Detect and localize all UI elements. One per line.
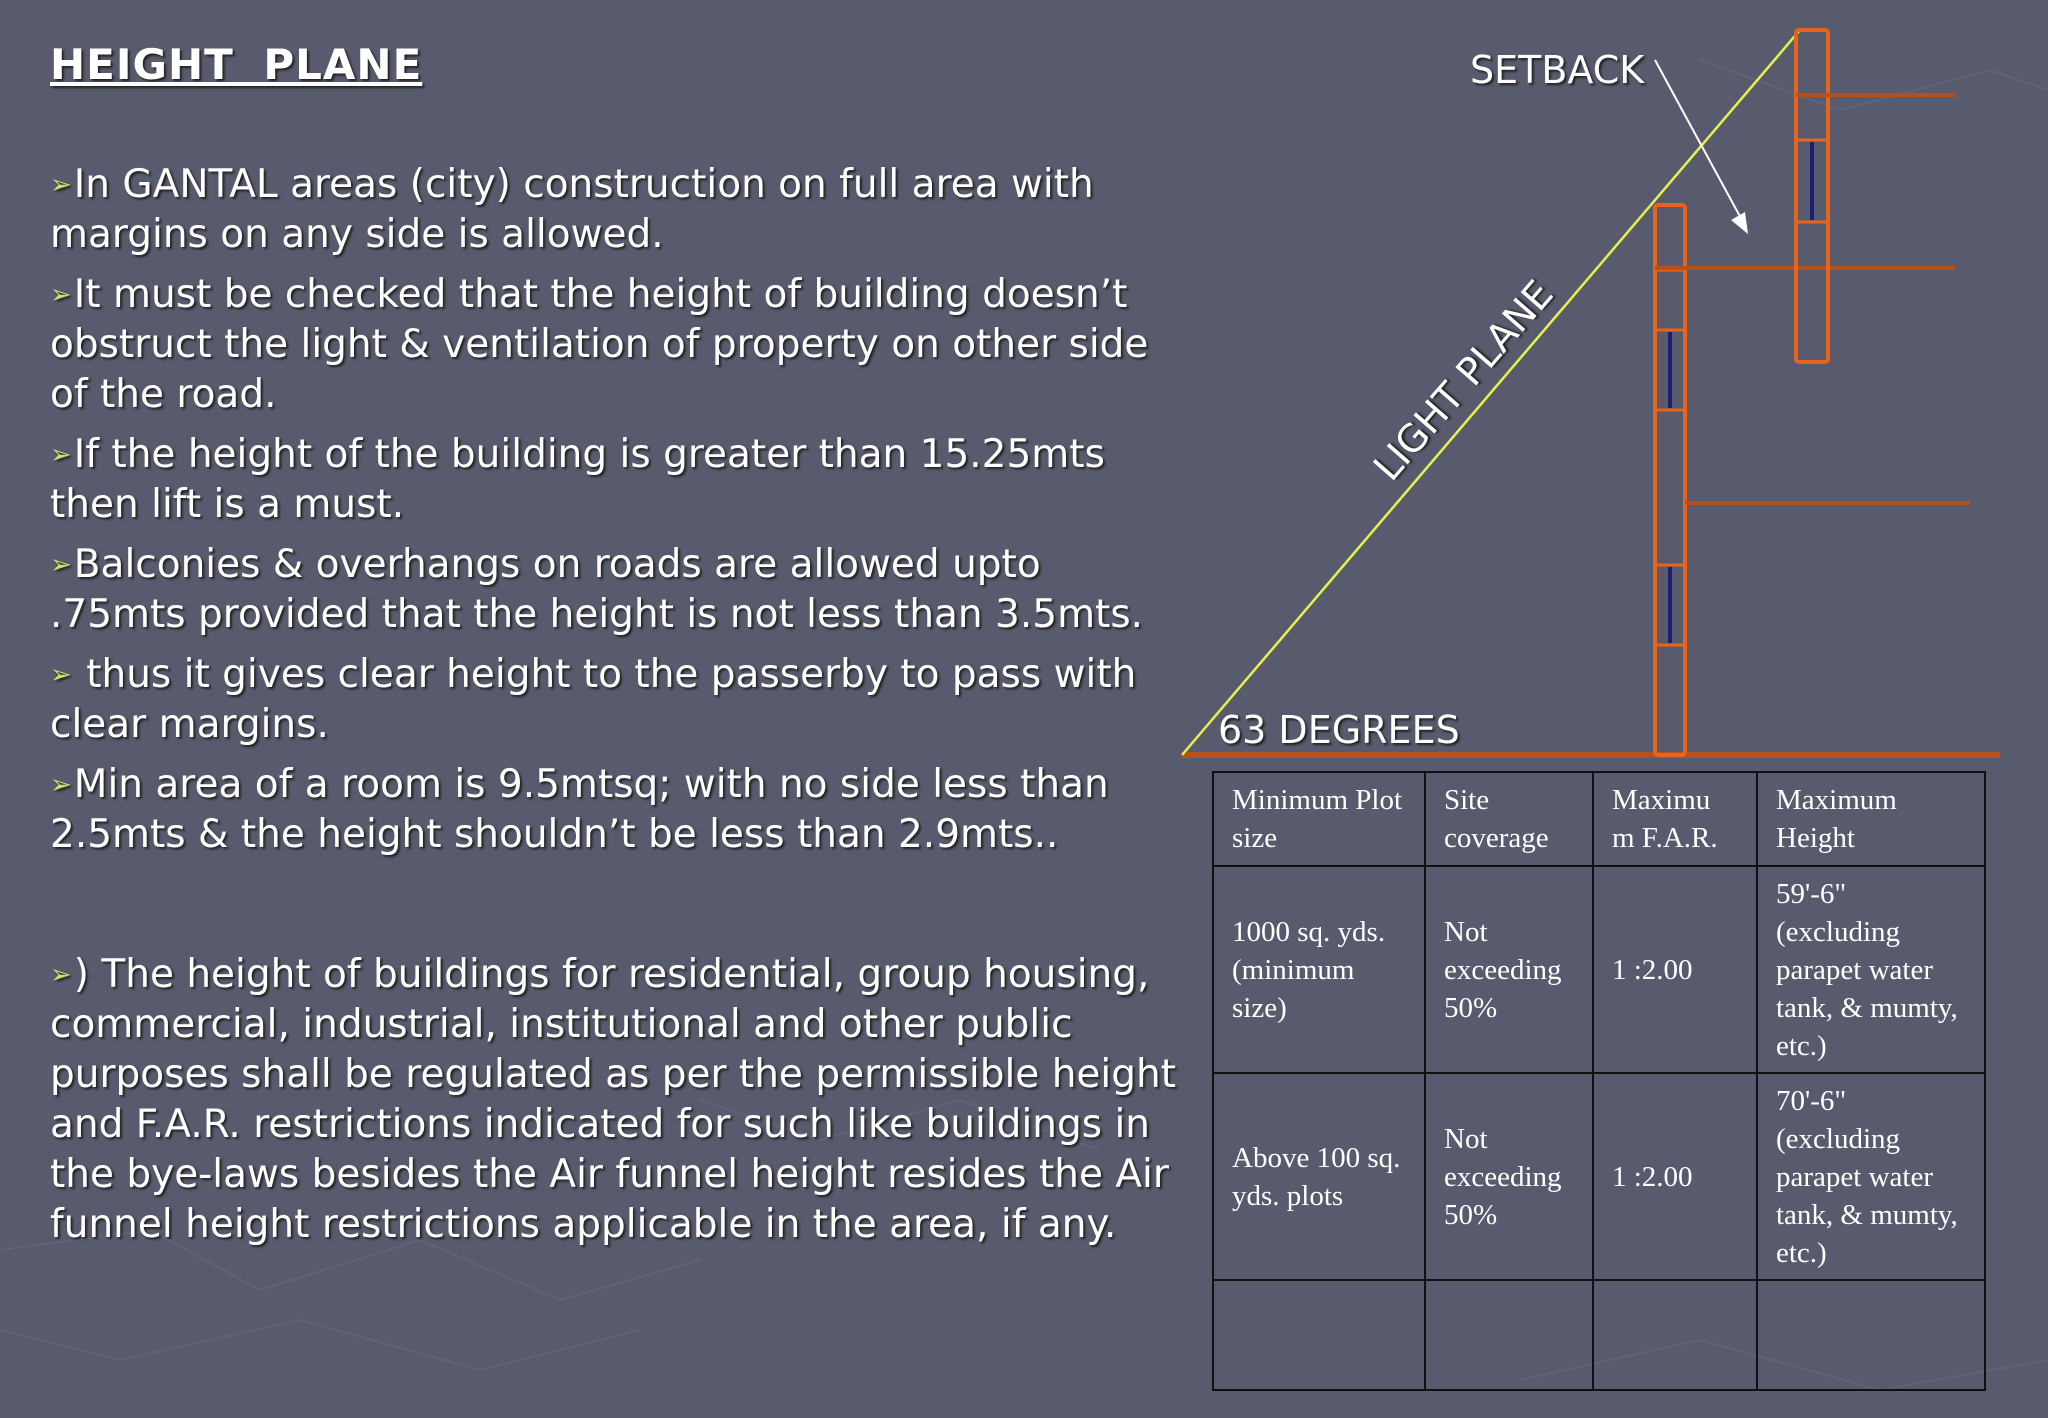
arrow-bullet-icon: ➢ [50, 550, 72, 580]
table-cell [1425, 1280, 1593, 1390]
table-cell: 1 :2.00 [1593, 866, 1757, 1073]
table-row [1213, 1073, 1985, 1280]
table-row [1213, 1280, 1985, 1390]
bullet-item: ➢If the height of the building is greater than 15.25mts then lift is a must. [50, 432, 1105, 527]
table-cell: 59'-6" (excluding parapet water tank, & mumty, etc.) [1757, 866, 1985, 1073]
setback-label: SETBACK [1470, 48, 1645, 92]
arrow-bullet-icon: ➢ [50, 770, 72, 800]
page-title: HEIGHT PLANE [50, 40, 423, 89]
table-row [1213, 866, 1985, 1073]
arrow-bullet-icon: ➢ [50, 960, 72, 990]
table-cell: 1 :2.00 [1593, 1073, 1757, 1280]
bullet-item: ➢It must be checked that the height of building doesn’t obstruct the light & ventilation of property on other side of the road. [50, 272, 1149, 417]
table-cell: 1000 sq. yds. (minimum size) [1213, 866, 1425, 1073]
table-cell: Above 100 sq. yds. plots [1213, 1073, 1425, 1280]
upper-building [1796, 30, 1955, 362]
table-cell: Not exceeding 50% [1425, 1073, 1593, 1280]
bullet-item: ➢In GANTAL areas (city) construction on full area with margins on any side is allowed. [50, 162, 1094, 257]
table-header: Minimum Plot size [1213, 772, 1425, 866]
light-plane-label: LIGHT PLANE [1365, 272, 1562, 489]
table-header: Maximum Height [1757, 772, 1985, 866]
table-cell [1213, 1280, 1425, 1390]
arrow-bullet-icon: ➢ [50, 170, 72, 200]
table-header: Site coverage [1425, 772, 1593, 866]
bullet-item: ➢Balconies & overhangs on roads are allowed upto .75mts provided that the height is not less than 3.5mts. [50, 542, 1144, 637]
arrow-bullet-icon: ➢ [50, 660, 72, 690]
arrow-bullet-icon: ➢ [50, 280, 72, 310]
table-header: Maximu m F.A.R. [1593, 772, 1757, 866]
table-header-row [1213, 772, 1985, 866]
table-cell [1757, 1280, 1985, 1390]
arrow-bullet-icon: ➢ [50, 440, 72, 470]
light-plane-line [1182, 30, 1800, 755]
regulation-table [1212, 771, 1986, 1391]
table-cell: 70'-6" (excluding parapet water tank, & mumty, etc.) [1757, 1073, 1985, 1280]
bullet-item: ➢Min area of a room is 9.5mtsq; with no side less than 2.5mts & the height shouldn’t be less than 2.9mts.. [50, 762, 1109, 857]
setback-arrow [1655, 60, 1748, 234]
table-cell: Not exceeding 50% [1425, 866, 1593, 1073]
bullet-item: ➢ thus it gives clear height to the passerby to pass with clear margins. [50, 652, 1137, 747]
bullet-item: ➢) The height of buildings for residential, group housing, commercial, industrial, institutional and other public purposes shall be regulated as per the permissible height and F.A.R. restrictions indicated for such like buildings in the bye-laws besides the Air funnel height resides the Air funnel height restrictions applicable in the area, if any. [50, 952, 1177, 1247]
table-cell [1593, 1280, 1757, 1390]
angle-label: 63 DEGREES [1218, 708, 1460, 752]
lower-building [1655, 205, 1970, 755]
